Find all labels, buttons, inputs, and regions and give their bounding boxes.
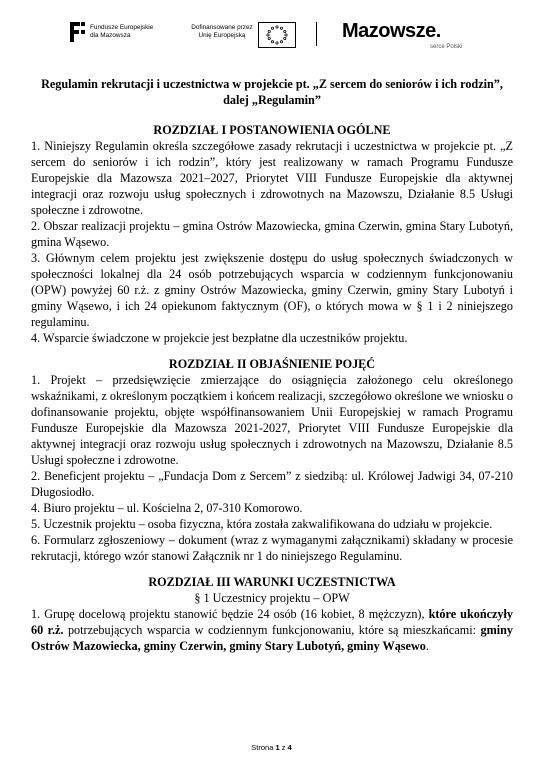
chapter-2-list <box>31 372 513 564</box>
item-bold-text: które ukończyły 60 r.ż. <box>31 607 513 637</box>
chapter-1-list <box>31 138 513 346</box>
list-item: 6. Formularz zgłoszeniowy – dokument (wraz z wymaganymi załącznikami) składany w procesie rekrutacji, którego wzór stanowi Załącznik nr 1 do niniejszego Regulaminu. <box>31 533 513 563</box>
list-item: 1. Niniejszy Regulamin określa szczegółowe zasady rekrutacji i uczestnictwa w projekcie pt. „Z sercem do seniorów i ich rodzin”, który jest realizowany w ramach Programu Fundusze Europejskie dla Mazowsza 2021–2027, Priorytet VIII Fundusze Europejskie dla aktywnej integracji oraz rozwoju usług społecznych i zdrowotnych na Mazowszu, Działanie 8.5 Usługi społeczne i zdrowotne. <box>31 139 513 217</box>
item-text: . <box>425 639 429 653</box>
list-item: 5. Uczestnik projektu – osoba fizyczna, która została zakwalifikowana do udziału w projekcie. <box>31 517 493 531</box>
footer-mid: z <box>279 743 288 752</box>
footer-total: 4 <box>287 743 292 752</box>
chapter-3-subheading: § 1 Uczestnicy projektu – OPW <box>194 591 350 605</box>
cofinanced-text: Dofinansowane przez Unię Europejską <box>191 24 253 39</box>
list-item: 1. Projekt – przedsięwzięcie zmierzające do osiągnięcia założonego celu określonego wskaźnikami, z określonym początkiem i końcem realizacji, szczegółowo określone we wniosku o dofinansowanie projektu, objęte współfinansowaniem Unii Europejskiej w ramach Programu Fundusze Europejskie dla Mazowsza 2021-2027, Priorytet VIII Fundusze Europejskie dla aktywnej integracji oraz rozwoju usług społecznych i zdrowotnych na Mazowszu, Działanie 8.5 Usługi społeczne i zdrowotne. <box>31 373 513 467</box>
header-logos <box>0 10 543 56</box>
list-item <box>31 606 513 654</box>
list-item: 2. Beneficjent projektu – „Fundacja Dom z Sercem” z siedzibą: ul. Królowej Jadwigi 34, 07-210 Długosiodło. <box>31 469 513 499</box>
list-item: 4. Wsparcie świadczone w projekcie jest bezpłatne dla uczestników projektu. <box>31 331 408 345</box>
logo-separator <box>316 22 317 46</box>
footer-page: 1 <box>275 743 280 752</box>
item-text: potrzebujących wsparcia w codziennym funkcjonowaniu, które są mieszkańcami: <box>63 623 481 637</box>
list-item: 4. Biuro projektu – ul. Kościelna 2, 07-310 Komorowo. <box>31 501 303 515</box>
list-item: 2. Obszar realizacji projektu – gmina Ostrów Mazowiecka, gmina Czerwin, gmina Stary Lubotyń, gmina Wąsewo. <box>31 219 513 249</box>
chapter-3-list <box>31 606 513 654</box>
document-title: Regulamin rekrutacji i uczestnictwa w projekcie pt. „Z sercem do seniorów i ich rodzin”, dalej „Regulamin” <box>41 77 503 107</box>
eu-funds-icon <box>68 18 88 44</box>
eu-funds-logo <box>68 18 176 52</box>
item-text: 1. Grupę docelową projektu stanowić będzie 24 osób (16 kobiet, 8 mężczyzn), <box>31 607 429 621</box>
chapter-1-heading: ROZDZIAŁ I POSTANOWIENIA OGÓLNE <box>153 123 391 137</box>
mazowsze-tagline: serce Polski <box>430 44 463 50</box>
document-body <box>31 76 513 654</box>
chapter-2-heading: ROZDZIAŁ II OBJAŚNIENIE POJĘĆ <box>168 357 376 371</box>
mazowsze-logo: Mazowsze. <box>342 20 441 42</box>
page-footer <box>0 743 543 752</box>
eu-funds-text: Fundusze Europejskie dla Mazowsza <box>90 24 154 39</box>
list-item: 3. Głównym celem projektu jest zwiększenie dostępu do usług społecznych świadczonych w społeczności lokalnej dla 24 osób potrzebujących wsparcia w codziennym funkcjonowaniu (OPW) powyżej 60 r.ż. z gminy Ostrów Mazowiecka, gminy Czerwin, gminy Stary Lubotyń i gminy Wąsewo, i ich 24 opiekunom faktycznym (OF), o których mowa w § 1 i 2 niniejszego regulaminu. <box>31 251 513 329</box>
chapter-3-heading: ROZDZIAŁ III WARUNKI UCZESTNICTWA <box>148 575 396 589</box>
eu-flag-icon <box>258 22 296 48</box>
footer-prefix: Strona <box>251 743 276 752</box>
item-bold-text: gminy Ostrów Mazowiecka, gminy Czerwin, gminy Stary Lubotyń, gminy Wąsewo <box>31 623 513 653</box>
